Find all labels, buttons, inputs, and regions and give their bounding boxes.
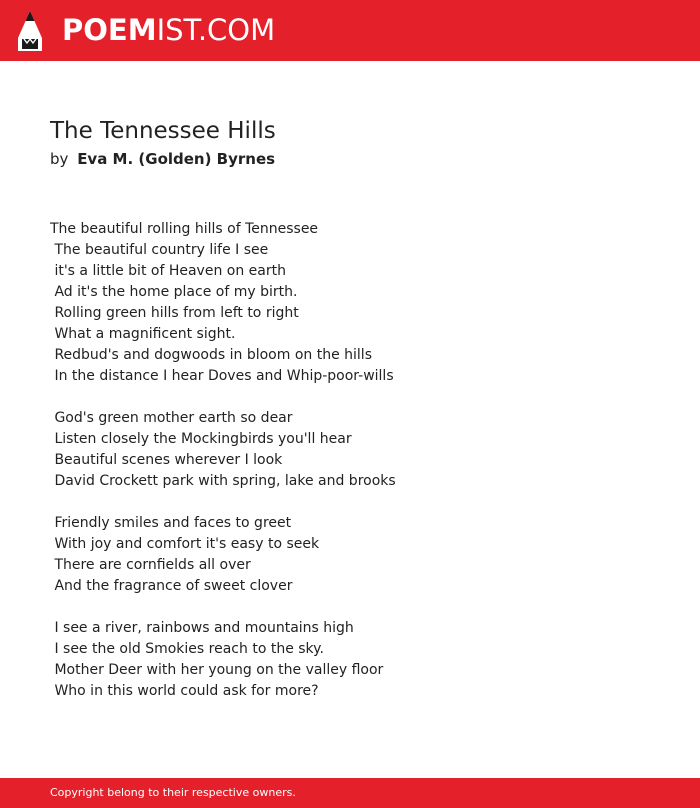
- poem-line: In the distance I hear Doves and Whip-poor-wills: [50, 368, 394, 384]
- poem-line: The beautiful rolling hills of Tennessee: [50, 221, 319, 237]
- poem-line: And the fragrance of sweet clover: [50, 578, 293, 594]
- copyright-text: Copyright belong to their respective owners.: [50, 786, 296, 799]
- stanza-break: [50, 492, 650, 513]
- poem-line: Beautiful scenes wherever I look: [50, 452, 283, 468]
- site-header: [0, 0, 700, 61]
- poem-line: Mother Deer with her young on the valley floor: [50, 662, 384, 678]
- byline: [50, 149, 275, 169]
- poem-line: With joy and comfort it's easy to seek: [50, 536, 320, 552]
- poem-line: What a magnificent sight.: [50, 326, 236, 342]
- poem-line: God's green mother earth so dear: [50, 410, 293, 426]
- poem-line: Ad it's the home place of my birth.: [50, 284, 298, 300]
- site-footer: [0, 778, 700, 808]
- poem-title: The Tennessee Hills: [50, 118, 276, 144]
- poem-line: I see a river, rainbows and mountains high: [50, 620, 354, 636]
- poem-body: [50, 219, 650, 702]
- poem-line: Who in this world could ask for more?: [50, 683, 319, 699]
- poem-line: Rolling green hills from left to right: [50, 305, 299, 321]
- poem-line: Redbud's and dogwoods in bloom on the hills: [50, 347, 372, 363]
- by-label: by: [50, 150, 69, 168]
- poem-line: Friendly smiles and faces to greet: [50, 515, 292, 531]
- stanza-break: [50, 597, 650, 618]
- poem-line: The beautiful country life I see: [50, 242, 269, 258]
- poem-line: Listen closely the Mockingbirds you'll hear: [50, 431, 352, 447]
- brand-bold: POEM: [62, 13, 157, 47]
- poem-line: There are cornfields all over: [50, 557, 251, 573]
- poem-line: I see the old Smokies reach to the sky.: [50, 641, 324, 657]
- brand-thin: IST.COM: [156, 13, 276, 47]
- pencil-tip-icon[interactable]: [17, 10, 43, 52]
- site-logo-text[interactable]: [62, 13, 275, 47]
- poem-line: David Crockett park with spring, lake and brooks: [50, 473, 396, 489]
- stanza-break: [50, 387, 650, 408]
- author-name: Eva M. (Golden) Byrnes: [77, 150, 276, 168]
- poem-line: it's a little bit of Heaven on earth: [50, 263, 286, 279]
